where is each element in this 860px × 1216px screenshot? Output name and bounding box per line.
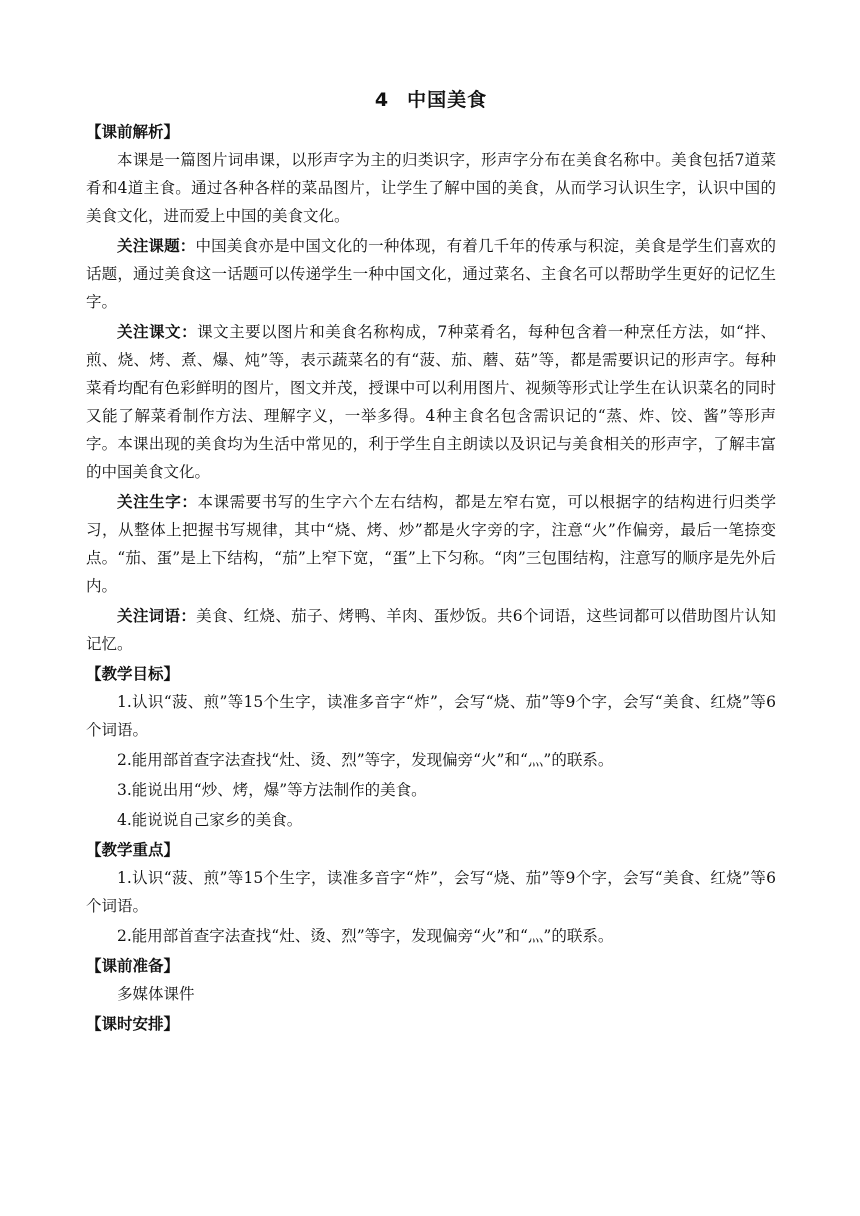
analysis-intro: 本课是一篇图片词串课，以形声字为主的归类识字，形声字分布在美食名称中。美食包括7道菜肴和4道主食。通过各种各样的菜品图片，让学生了解中国的美食，从而学习认识生字，认识中国的美食文化，进而爱上中国的美食文化。 [86,151,776,225]
focus-words-label: 关注词语： [117,607,197,625]
focus-words-paragraph [86,602,776,658]
goal-item-1: 1.认识“菠、煎”等15个生字，读准多音字“炸”，会写“烧、茄”等9个字，会写“美食、红烧”等6个词语。 [86,693,776,739]
goal-item-3: 3.能说出用“炒、烤，爆”等方法制作的美食。 [117,781,427,799]
lesson-number: 4 [374,89,390,111]
focus-topic-label: 关注课题： [117,237,196,255]
focus-chars-paragraph [86,488,776,600]
keypoints-heading: 【教学重点】 [86,841,180,859]
focus-text-text: 课文主要以图片和美食名称构成，7种菜肴名，每种包含着一种烹任方法，如“拌、煎、烧、烤、煮、爆、炖”等，表示蔬菜名的有“菠、茄、蘑、菇”等，都是需要识记的形声字。每种菜肴均配有色彩鲜明的图片，图文并茂，授课中可以利用图片、视频等形式让学生在认识菜名的同时又能了解菜肴制作方法、理解字义，一举多得。4种主食名包含需识记的“蒸、炸、饺、酱”等形声字。本课出现的美食均为生活中常见的，利于学生自主朗读以及识记与美食相关的形声字，了解丰富的中国美食文化。 [86,323,776,481]
lesson-title-text: 中国美食 [407,89,488,111]
focus-topic-text: 中国美食亦是中国文化的一种体现，有着几千年的传承与积淀，美食是学生们喜欢的话题，通过美食这一话题可以传递学生一种中国文化，通过菜名、主食名可以帮助学生更好的记忆生字。 [86,237,776,311]
prep-text: 多媒体课件 [117,985,195,1003]
keypoint-item-1: 1.认识“菠、煎”等15个生字，读准多音字“炸”，会写“烧、茄”等9个字，会写“美食、红烧”等6个词语。 [86,869,776,915]
prep-heading: 【课前准备】 [86,957,180,975]
focus-text-label: 关注课文： [117,323,198,341]
goals-heading: 【教学目标】 [86,665,180,683]
focus-text-paragraph [86,318,776,486]
analysis-heading: 【课前解析】 [86,123,180,141]
schedule-heading: 【课时安排】 [86,1015,180,1033]
goal-item-2: 2.能用部首查字法查找“灶、烫、烈”等字，发现偏旁“火”和“灬”的联系。 [117,751,614,769]
keypoint-item-2: 2.能用部首查字法查找“灶、烫、烈”等字，发现偏旁“火”和“灬”的联系。 [117,927,614,945]
document-page [86,86,776,1038]
focus-topic-paragraph [86,232,776,316]
goal-item-4: 4.能说说自己家乡的美食。 [117,811,303,829]
focus-chars-text: 本课需要书写的生字六个左右结构，都是左窄右宽，可以根据字的结构进行归类学习，从整体上把握书写规律，其中“烧、烤、炒”都是火字旁的字，注意“火”作偏旁，最后一笔捺变点。“茄、蛋”是上下结构，“茄”上窄下宽，“蛋”上下匀称。“肉”三包围结构，注意写的顺序是先外后内。 [86,493,776,595]
focus-words-text: 美食、红烧、茄子、烤鸭、羊肉、蛋炒饭。共6个词语，这些词都可以借助图片认知记忆。 [86,607,776,653]
focus-chars-label: 关注生字： [117,493,198,511]
lesson-title [86,86,776,114]
